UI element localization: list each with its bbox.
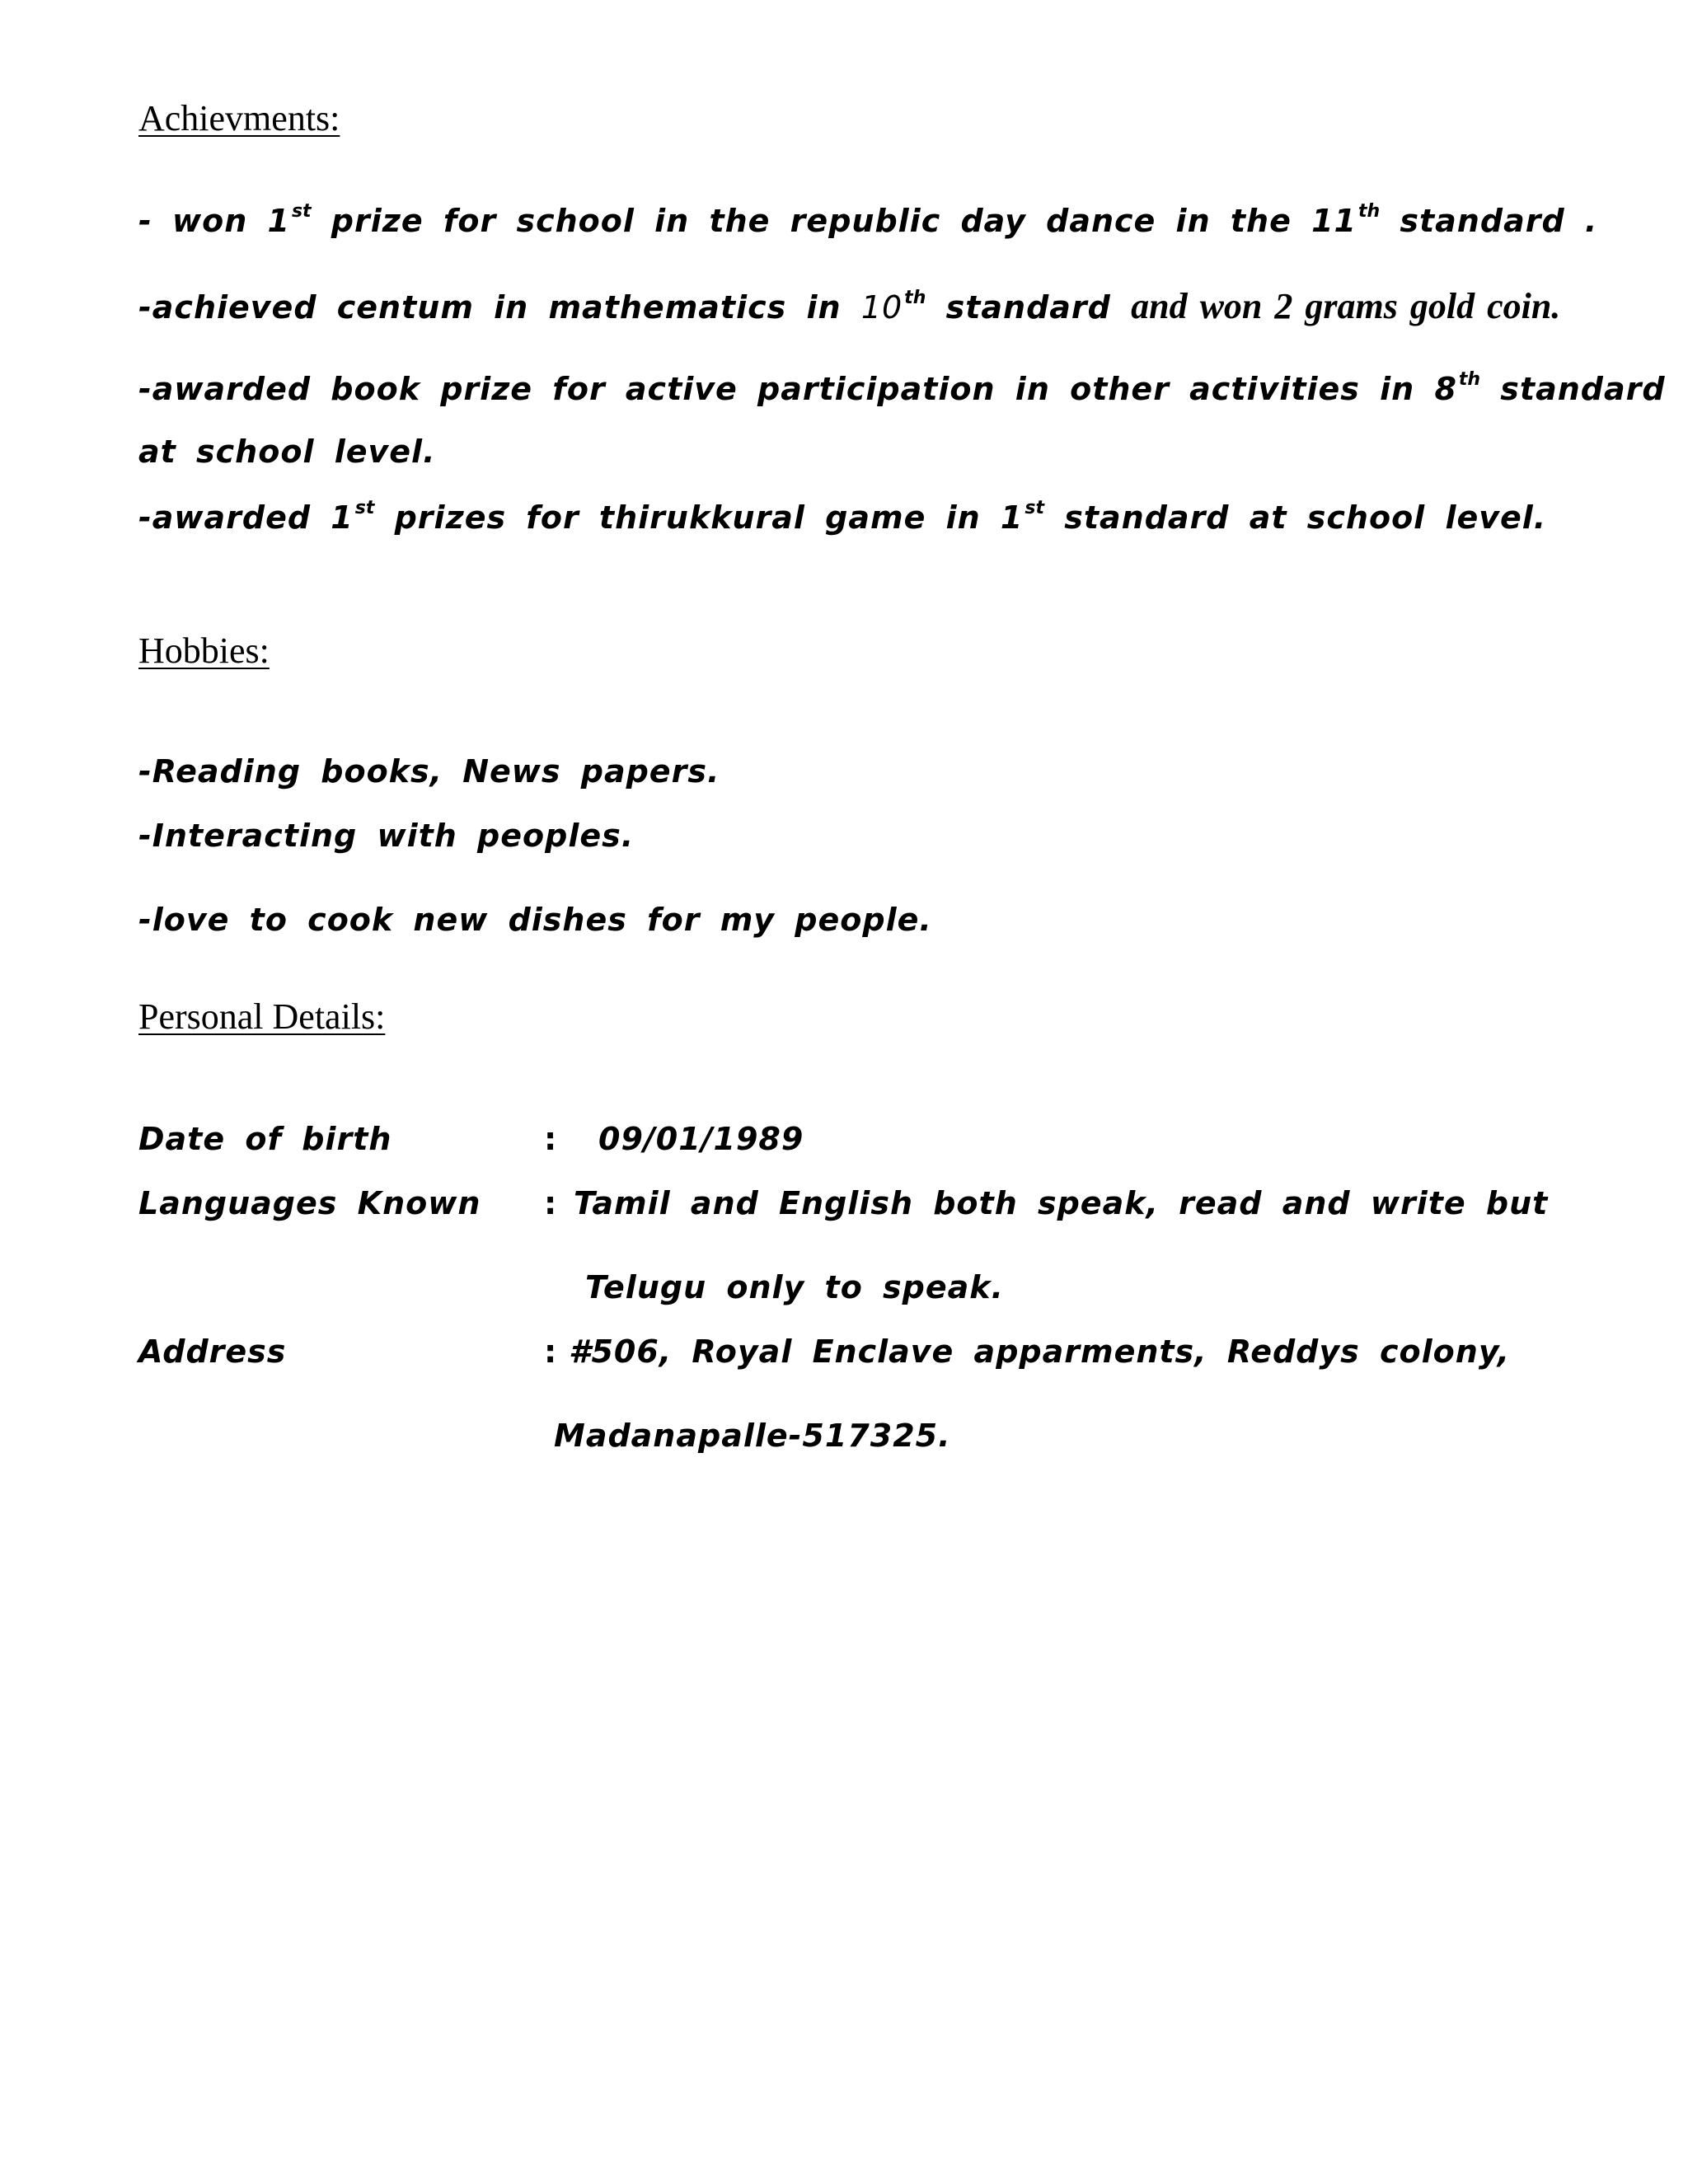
achievement-1-sup-b: th	[1357, 201, 1381, 222]
achievement-3-text-a: -awarded book prize for active participation in other activities in 8	[138, 371, 1457, 407]
achievement-item-4	[138, 498, 1546, 536]
address-label: Address	[138, 1333, 287, 1370]
dob-value: 09/01/1989	[598, 1121, 804, 1157]
achievement-2-text-c: and won 2 grams gold coin.	[1131, 286, 1561, 326]
achievements-heading: Achievments:	[138, 98, 340, 138]
achievement-1-sup-a: st	[291, 201, 312, 222]
dob-label: Date of birth	[138, 1121, 392, 1157]
achievement-3-text-b: standard	[1480, 371, 1666, 407]
achievement-1-text-c: standard .	[1380, 203, 1598, 239]
achievement-4-text-c: standard at school level.	[1044, 499, 1547, 536]
achievement-2-text-b: standard	[926, 289, 1132, 326]
achievement-2-number: 10	[860, 289, 903, 326]
achievement-2-text-a: -achieved centum in mathematics in	[138, 289, 861, 326]
achievement-4-sup-b: st	[1025, 498, 1045, 518]
achievement-item-3	[138, 369, 1666, 407]
personal-details-heading: Personal Details:	[138, 996, 386, 1037]
achievement-4-sup-a: st	[354, 498, 375, 518]
achievement-4-text-a: -awarded 1	[138, 499, 354, 536]
achievement-item-1	[138, 201, 1597, 239]
achievement-1-text-a: - won 1	[138, 203, 290, 239]
address-colon: :	[544, 1333, 557, 1370]
languages-colon: :	[544, 1185, 557, 1221]
hobby-item-3: -love to cook new dishes for my people.	[138, 902, 932, 938]
dob-colon: :	[544, 1121, 557, 1157]
hobby-item-2: -Interacting with peoples.	[138, 818, 635, 854]
achievement-2-sup: th	[904, 288, 926, 308]
achievement-3-sup: th	[1458, 369, 1481, 390]
languages-value: Tamil and English both speak, read and write but	[574, 1185, 1549, 1221]
achievement-item-3-continued: at school level.	[138, 434, 436, 470]
hobby-item-1: -Reading books, News papers.	[138, 753, 720, 790]
address-value: #506, Royal Enclave apparments, Reddys colony,	[569, 1333, 1511, 1370]
address-value-continued: Madanapalle-517325.	[554, 1418, 951, 1454]
hobbies-heading: Hobbies:	[138, 630, 270, 671]
achievement-1-text-b: prize for school in the republic day dance in the 11	[311, 203, 1357, 239]
achievement-4-text-b: prizes for thirukkural game in 1	[374, 499, 1024, 536]
languages-label: Languages Known	[138, 1185, 481, 1221]
achievement-item-2	[138, 285, 1560, 327]
languages-value-continued: Telugu only to speak.	[585, 1269, 1004, 1305]
